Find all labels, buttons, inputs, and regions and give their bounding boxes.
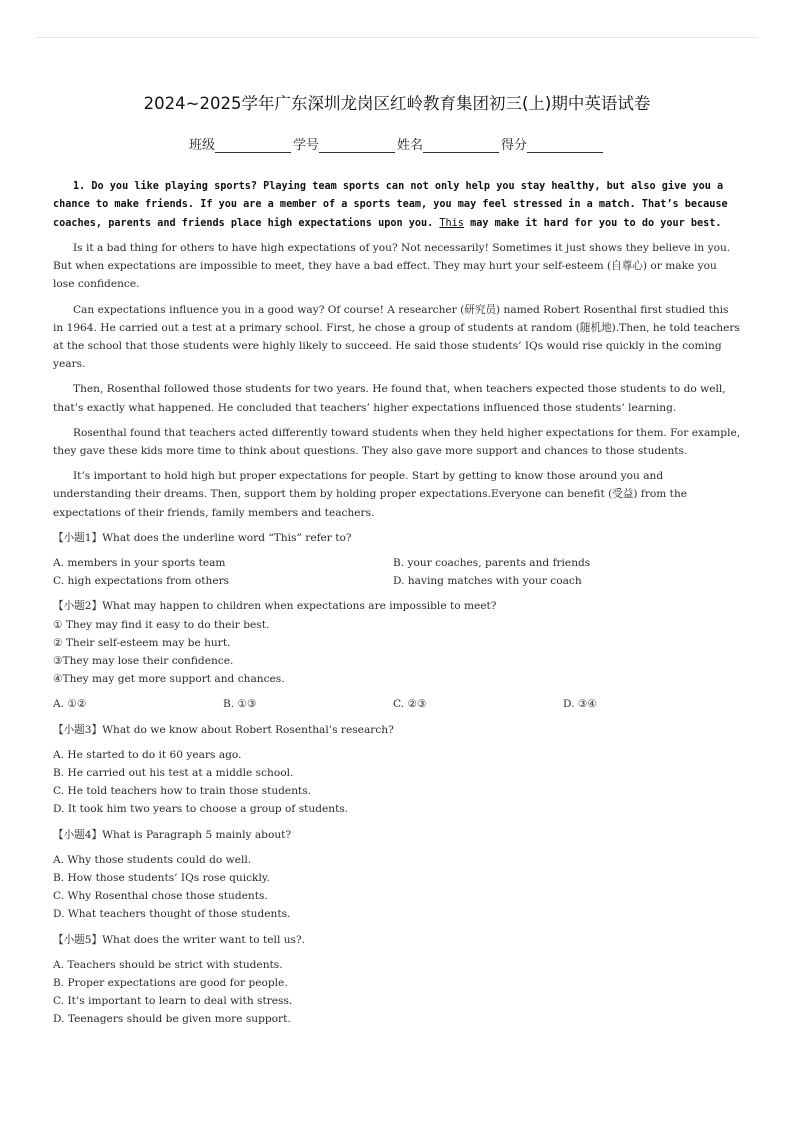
intro-text: 1. Do you like playing sports? Playing team sports can not only help you stay healthy, but also give you a chance to make friends. If you are a member of a sports team, you may feel stressed in a match. That’s because coaches, parents and friends place high expectations upon you.	[53, 181, 728, 229]
question-2-statement-4: ④They may get more support and chances.	[53, 673, 285, 686]
question-5-prompt: 【小题5】What does the writer want to tell us?.	[53, 933, 306, 946]
passage-paragraph-4: Rosenthal found that teachers acted differently toward students when they held higher expectations for them. For example, they gave these kids more time to think about questions. They also gave more support and chances to those students.	[53, 426, 741, 457]
question-2-statement-1: ① They may find it easy to do their best.	[53, 618, 270, 631]
question-2-prompt: 【小题2】What may happen to children when expectations are impossible to meet?	[53, 600, 497, 613]
student-no-blank	[319, 138, 395, 153]
passage-intro	[53, 178, 741, 233]
question-4-option-d: D. What teachers thought of those students.	[53, 908, 291, 921]
passage-paragraph-3: Then, Rosenthal followed those students for two years. He found that, when teachers expected those students to do well, that’s exactly what happened. He concluded that teachers’ higher expectations influenced those students’ learning.	[53, 383, 726, 414]
name-label: 姓名	[397, 138, 424, 153]
question-3-options	[53, 746, 741, 819]
question-2-statement-3: ③They may lose their confidence.	[53, 654, 234, 667]
question-2-option-a: A. ①②	[53, 698, 87, 711]
class-label: 班级	[188, 138, 215, 153]
passage-paragraph-5: It’s important to hold high but proper expectations for people. Start by getting to know those around you and understanding their dreams. Then, support them by holding proper expectations.Everyone can benefit (受益) from the expectations of their friends, family members and teachers.	[53, 470, 688, 519]
question-2-options	[53, 695, 741, 713]
student-no-label: 学号	[292, 138, 319, 153]
question-3-option-a: A. He started to do it 60 years ago.	[53, 748, 242, 761]
question-4-option-b: B. How those students’ IQs rose quickly.	[53, 871, 270, 884]
passage-paragraph-1: Is it a bad thing for others to have high expectations of you? Not necessarily! Sometimes it just shows they believe in you. But when expectations are impossible to meet, they have a bad effect. They may hurt your self-esteem (自尊心) or make you lose confidence.	[53, 241, 731, 291]
question-2-option-c: C. ②③	[393, 698, 427, 711]
question-3-option-c: C. He told teachers how to train those students.	[53, 785, 312, 798]
question-1-prompt: 【小题1】What does the underline word “This” refer to?	[53, 531, 352, 544]
passage-paragraph-2: Can expectations influence you in a good way? Of course! A researcher (研究员) named Robert Rosenthal first studied this in 1964. He carried out a test at a primary school. First, he chose a group of students at random (随机地).Then, he told teachers at the school that those students were highly likely to succeed. He said those students’ IQs would rise quickly in the coming years.	[53, 303, 740, 371]
question-5-option-a: A. Teachers should be strict with students.	[53, 958, 283, 971]
question-4-option-a: A. Why those students could do well.	[53, 853, 252, 866]
student-info-row	[0, 134, 794, 153]
page-title: 2024~2025学年广东深圳龙岗区红岭教育集团初三(上)期中英语试卷	[143, 94, 651, 113]
question-1-option-b: B. your coaches, parents and friends	[393, 556, 591, 569]
question-5-option-d: D. Teenagers should be given more support.	[53, 1013, 291, 1026]
question-5-option-b: B. Proper expectations are good for people.	[53, 977, 288, 989]
question-2-option-d: D. ③④	[563, 698, 597, 711]
question-1-option-a: A. members in your sports team	[53, 556, 226, 569]
question-2-option-b: B. ①③	[223, 698, 257, 711]
score-label: 得分	[501, 138, 528, 153]
question-3-option-d: D. It took him two years to choose a group of students.	[53, 803, 349, 816]
question-2-statement-2: ② Their self-esteem may be hurt.	[53, 636, 231, 649]
question-1-option-d: D. having matches with your coach	[393, 575, 582, 588]
underlined-word: This	[439, 217, 464, 229]
header-divider	[36, 37, 758, 38]
question-5-option-c: C. It’s important to learn to deal with stress.	[53, 995, 293, 1008]
name-blank	[423, 138, 499, 153]
question-4-options	[53, 851, 741, 924]
question-5-options	[53, 956, 741, 1029]
question-1-option-c: C. high expectations from others	[53, 575, 230, 588]
question-2-statements	[53, 616, 741, 689]
question-3-option-b: B. He carried out his test at a middle school.	[53, 766, 294, 779]
score-blank	[527, 138, 603, 153]
question-3-prompt: 【小题3】What do we know about Robert Rosenthal’s research?	[53, 723, 394, 736]
intro-text-end: may make it hard for you to do your best.	[463, 217, 722, 229]
class-blank	[215, 138, 291, 153]
question-4-option-c: C. Why Rosenthal chose those students.	[53, 890, 268, 903]
question-4-prompt: 【小题4】What is Paragraph 5 mainly about?	[53, 828, 292, 841]
question-1-options	[53, 554, 741, 590]
exam-content	[53, 178, 741, 1036]
